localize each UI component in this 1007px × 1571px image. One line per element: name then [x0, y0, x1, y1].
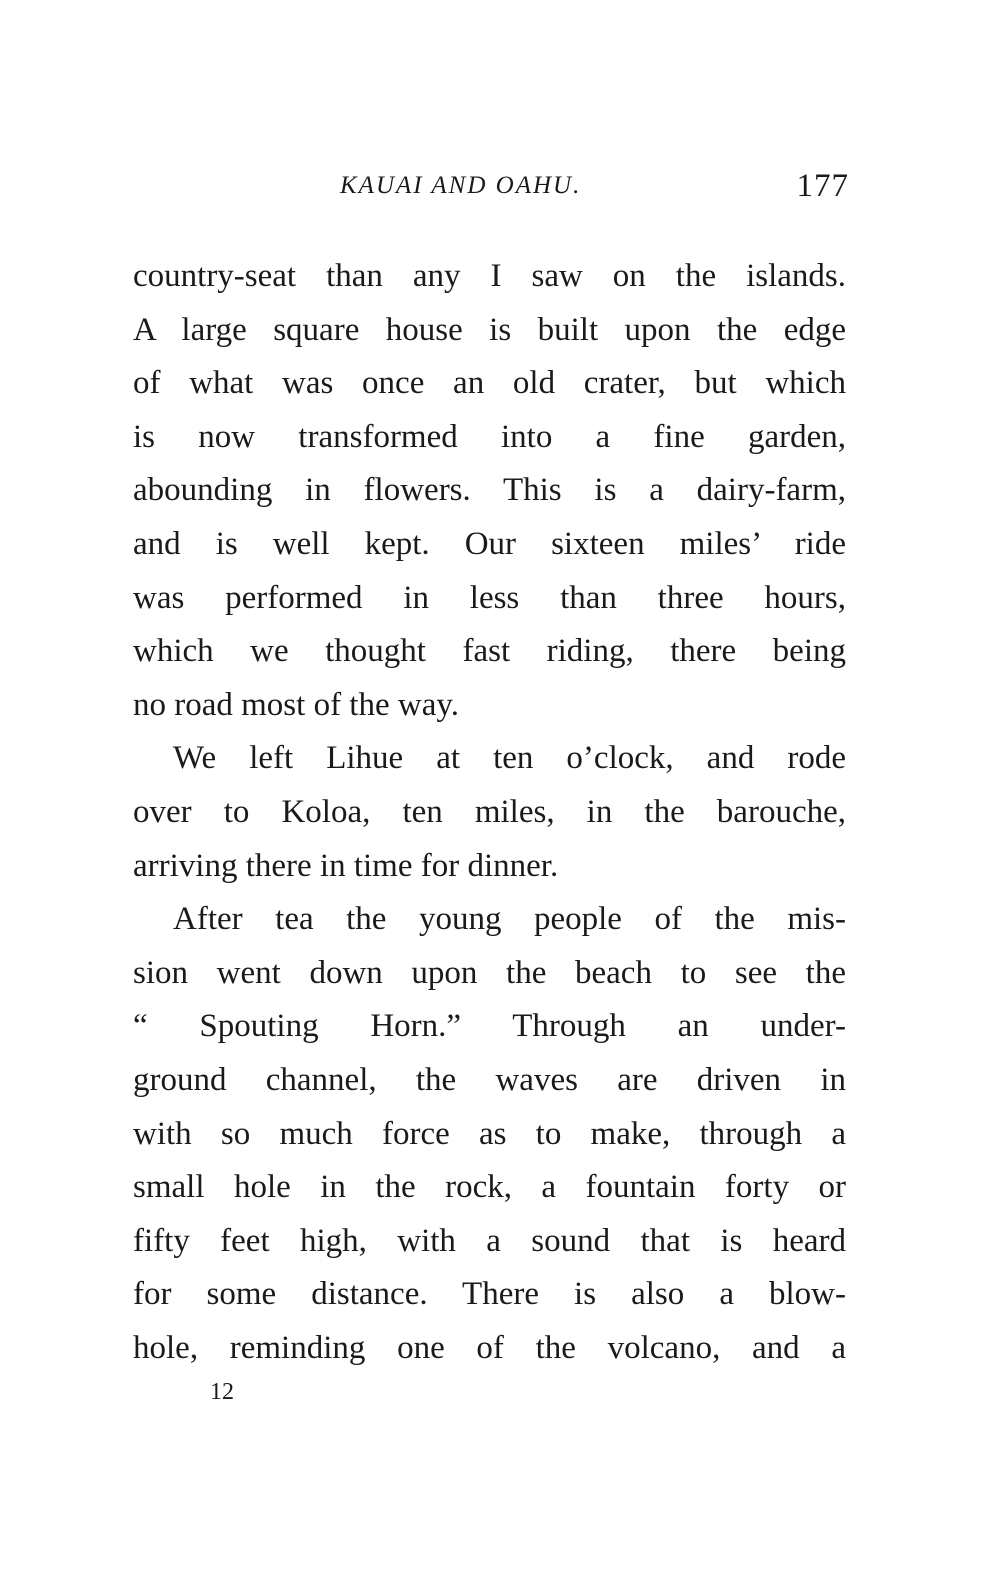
- text-line: and is well kept. Our sixteen miles’ ride: [133, 525, 846, 562]
- text-line: abounding in flowers. This is a dairy-farm,: [133, 472, 846, 509]
- text-line: no road most of the way.: [133, 686, 459, 723]
- text-line: country-seat than any I saw on the islands.: [133, 258, 846, 294]
- text-line: over to Koloa, ten miles, in the barouche,: [133, 793, 846, 830]
- signature-mark: 12: [210, 1379, 234, 1405]
- page-number: 177: [796, 168, 849, 204]
- body-text: [133, 250, 846, 1375]
- text-line: for some distance. There is also a blow-: [133, 1276, 846, 1313]
- text-line: with so much force as to make, through a: [133, 1115, 846, 1152]
- text-line: of what was once an old crater, but which: [133, 365, 846, 402]
- text-line: is now transformed into a fine garden,: [133, 418, 846, 455]
- text-line: was performed in less than three hours,: [133, 579, 846, 616]
- text-line: “ Spouting Horn.” Through an under-: [133, 1008, 846, 1045]
- text-line: sion went down upon the beach to see the: [133, 954, 846, 991]
- text-line: small hole in the rock, a fountain forty or: [133, 1169, 846, 1206]
- text-line: We left Lihue at ten o’clock, and rode: [173, 740, 846, 777]
- text-line: fifty feet high, with a sound that is heard: [133, 1222, 846, 1259]
- text-line: After tea the young people of the mis-: [173, 901, 846, 938]
- running-head: KAUAI AND OAHU.: [340, 172, 582, 199]
- text-line: A large square house is built upon the edge: [133, 311, 846, 348]
- text-line: arriving there in time for dinner.: [133, 847, 559, 884]
- text-line: which we thought fast riding, there being: [133, 633, 846, 670]
- text-line: hole, reminding one of the volcano, and a: [133, 1329, 846, 1366]
- text-line: ground channel, the waves are driven in: [133, 1061, 846, 1098]
